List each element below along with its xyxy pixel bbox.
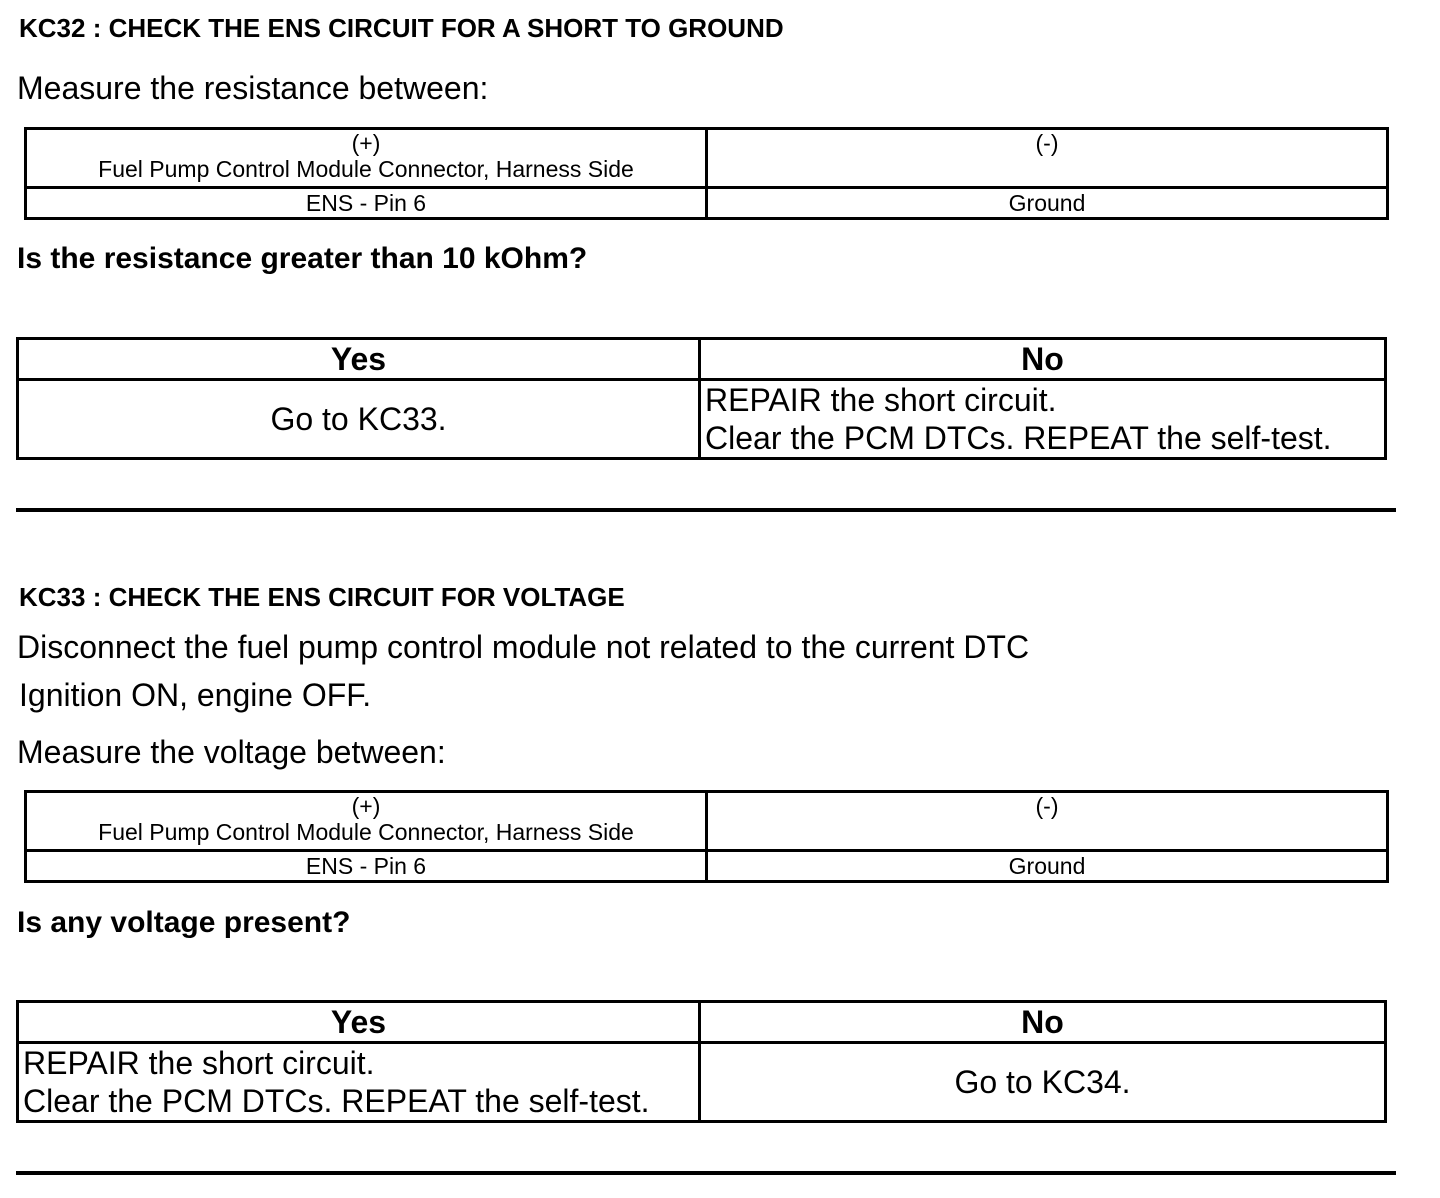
kc32-plus-symbol: (+) [351, 130, 381, 156]
kc32-no-line-2: Clear the PCM DTCs. REPEAT the self-test. [705, 420, 1332, 456]
kc32-yes-header: Yes [18, 339, 700, 380]
kc33-answer-table [16, 1000, 1387, 1123]
kc32-answer-table [16, 337, 1387, 460]
kc33-yes-line-1: REPAIR the short circuit. [23, 1045, 375, 1081]
kc32-minus-header-cell [707, 129, 1388, 188]
section-divider-bottom [16, 1171, 1396, 1175]
kc33-question: Is any voltage present? [17, 906, 351, 939]
kc33-minus-symbol: (-) [1035, 793, 1059, 819]
kc32-minus-value: Ground [707, 188, 1388, 219]
kc33-no-line-1: Go to KC34. [954, 1064, 1131, 1100]
kc33-instruction-1: Disconnect the fuel pump control module not related to the current DTC [17, 629, 1030, 665]
kc32-no-action [700, 380, 1386, 459]
kc33-minus-header-cell [707, 792, 1388, 851]
kc33-yes-header: Yes [18, 1002, 700, 1043]
kc33-plus-header-cell [26, 792, 707, 851]
kc33-minus-value: Ground [707, 851, 1388, 882]
kc32-instruction: Measure the resistance between: [17, 70, 489, 106]
kc32-no-header: No [700, 339, 1386, 380]
kc33-no-action [700, 1043, 1386, 1122]
kc32-plus-value: ENS - Pin 6 [26, 188, 707, 219]
kc33-step-title: KC33 : CHECK THE ENS CIRCUIT FOR VOLTAGE [19, 582, 625, 612]
kc33-instruction-3: Measure the voltage between: [17, 734, 446, 770]
kc32-yes-action [18, 380, 700, 459]
kc33-plus-label: Fuel Pump Control Module Connector, Harness Side [98, 819, 634, 845]
kc33-yes-line-2: Clear the PCM DTCs. REPEAT the self-test. [23, 1083, 650, 1119]
kc33-no-header: No [700, 1002, 1386, 1043]
kc33-yes-action [18, 1043, 700, 1122]
section-divider [16, 508, 1396, 512]
kc32-step-title: KC32 : CHECK THE ENS CIRCUIT FOR A SHORT TO GROUND [19, 13, 784, 43]
kc33-plus-value: ENS - Pin 6 [26, 851, 707, 882]
kc32-plus-label: Fuel Pump Control Module Connector, Harness Side [98, 156, 634, 182]
kc33-instruction-2: Ignition ON, engine OFF. [19, 677, 372, 713]
kc32-minus-symbol: (-) [1035, 130, 1059, 156]
kc33-measurement-table [24, 790, 1389, 883]
kc32-yes-line-1: Go to KC33. [270, 401, 447, 437]
kc33-plus-symbol: (+) [351, 793, 381, 819]
kc32-measurement-table [24, 127, 1389, 220]
kc32-no-line-1: REPAIR the short circuit. [705, 382, 1057, 418]
kc32-plus-header-cell [26, 129, 707, 188]
kc32-question: Is the resistance greater than 10 kOhm? [17, 242, 588, 275]
